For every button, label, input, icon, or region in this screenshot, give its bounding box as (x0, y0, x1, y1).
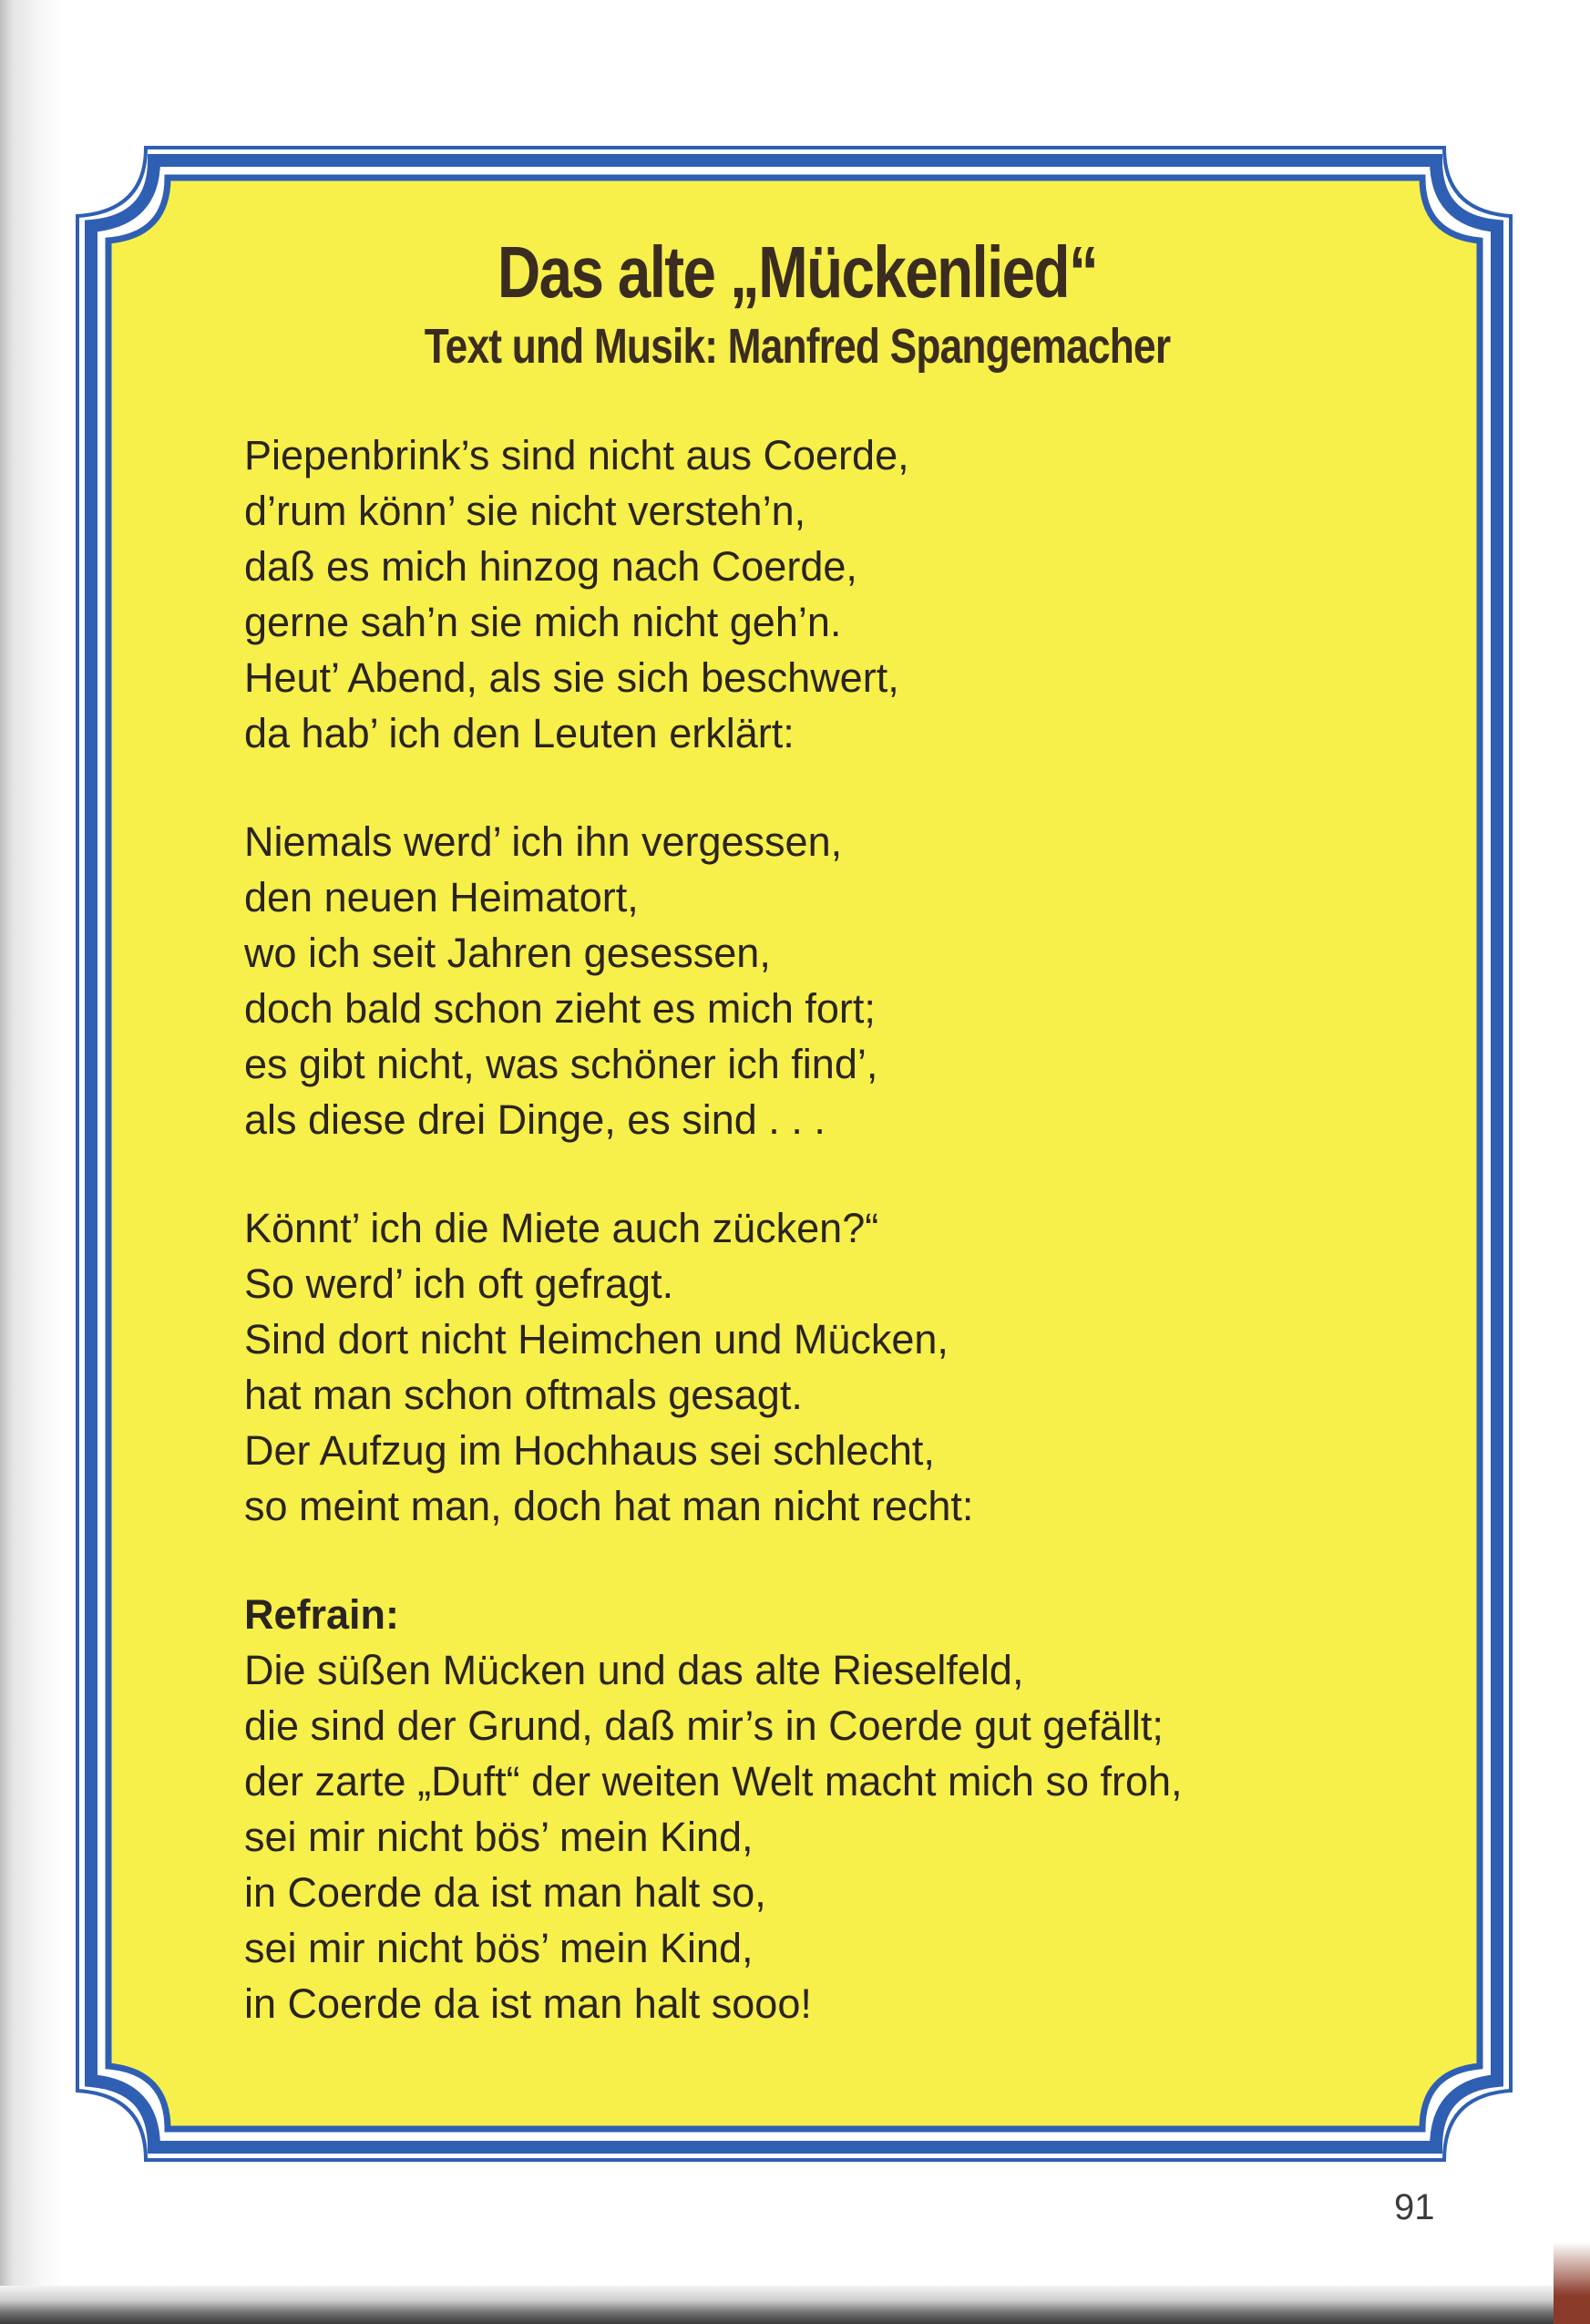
lyric-line: Piepenbrink’s sind nicht aus Coerde, (244, 432, 909, 479)
lyric-line: Niemals werd’ ich ihn vergessen, (244, 818, 843, 866)
lyric-line: als diese drei Dinge, es sind . . . (244, 1096, 826, 1144)
lyric-line: da hab’ ich den Leuten erklärt: (244, 710, 795, 757)
lyric-line: Heut’ Abend, als sie sich beschwert, (244, 654, 899, 702)
lyric-line: gerne sah’n sie mich nicht geh’n. (244, 599, 842, 646)
stanza-3 (244, 1200, 1458, 1534)
lyric-line: Der Aufzug im Hochhaus sei schlecht, (244, 1427, 935, 1475)
page-bottom-edge (0, 2286, 1590, 2324)
lyric-line: Könnt’ ich die Miete auch zücken?“ (244, 1205, 879, 1252)
refrain-line: sei mir nicht bös’ mein Kind, (244, 1814, 754, 1861)
lyric-line: so meint man, doch hat man nicht recht: (244, 1483, 974, 1530)
lyrics (137, 427, 1458, 2031)
refrain-line: in Coerde da ist man halt sooo! (244, 1980, 812, 2028)
lyric-line: hat man schon oftmals gesagt. (244, 1372, 803, 1419)
lyric-line: So werd’ ich oft gefragt. (244, 1260, 674, 1308)
refrain-line: sei mir nicht bös’ mein Kind, (244, 1925, 754, 1972)
refrain (244, 1587, 1458, 2031)
page-number: 91 (1394, 2187, 1435, 2227)
refrain-line: die sind der Grund, daß mir’s in Coerde gut gefällt; (244, 1702, 1164, 1750)
song-title: Das alte „Mückenlied“ (497, 231, 1098, 313)
song-content (137, 232, 1458, 2084)
lyric-line: wo ich seit Jahren gesessen, (244, 930, 771, 977)
stanza-1 (244, 427, 1458, 761)
lyric-line: es gibt nicht, was schöner ich find’, (244, 1041, 878, 1088)
refrain-line: Die süßen Mücken und das alte Rieselfeld, (244, 1647, 1024, 1694)
lyric-line: d’rum könn’ sie nicht versteh’n, (244, 488, 806, 535)
lyric-line: den neuen Heimatort, (244, 874, 639, 921)
lyric-line: daß es mich hinzog nach Coerde, (244, 543, 857, 591)
refrain-line: in Coerde da ist man halt so, (244, 1869, 766, 1917)
page-corner-edge (1554, 2242, 1590, 2324)
refrain-line: der zarte „Duft“ der weiten Welt macht mich so froh, (244, 1758, 1183, 1805)
refrain-label: Refrain: (244, 1591, 400, 1639)
lyric-line: doch bald schon zieht es mich fort; (244, 985, 876, 1033)
stanza-2 (244, 814, 1458, 1147)
song-credits: Text und Musik: Manfred Spangemacher (424, 319, 1171, 374)
lyric-line: Sind dort nicht Heimchen und Mücken, (244, 1316, 949, 1363)
